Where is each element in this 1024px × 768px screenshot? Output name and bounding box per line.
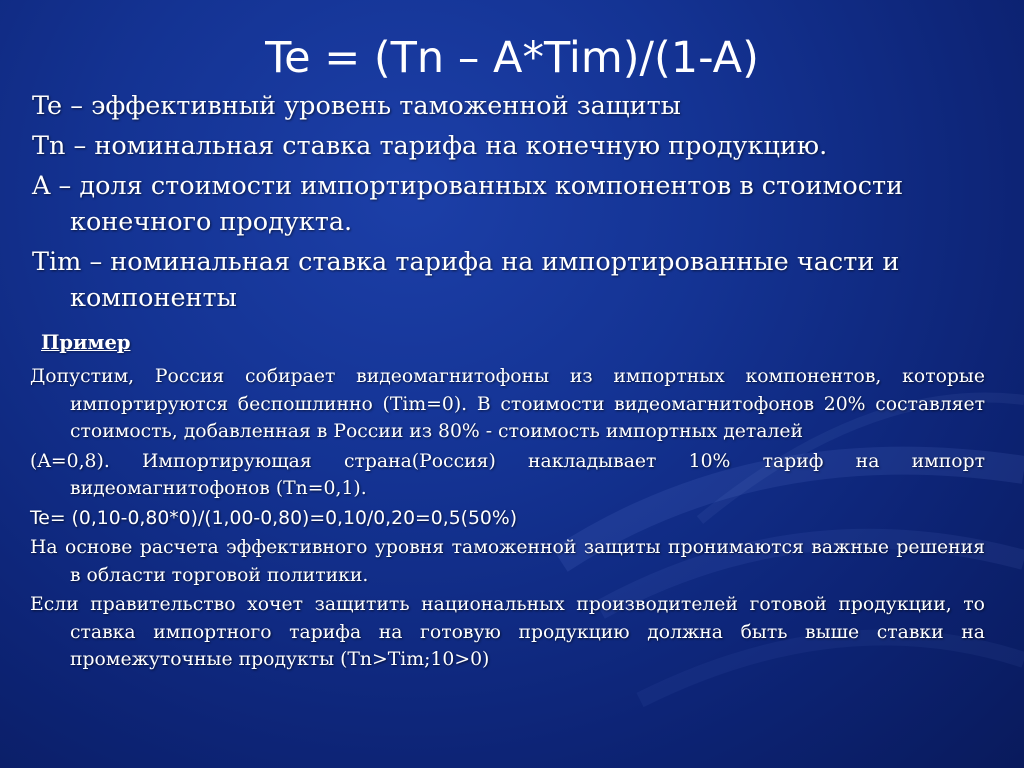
example-paragraph-2: (A=0,8). Импортирующая страна(Россия) накладывает 10% тариф на импорт видеомагнитофонов (Tn=0,1).	[30, 450, 985, 499]
example-body	[30, 363, 985, 676]
definition-tn: Tn – номинальная ставка тарифа на конечную продукцию.	[32, 131, 828, 161]
definitions-list	[32, 88, 992, 320]
example-heading: Пример	[41, 331, 131, 354]
example-paragraph-1: Допустим, Россия собирает видеомагнитофоны из импортных компонентов, которые импортируются беспошлинно (Tim=0). В стоимости видеомагнитофонов 20% составляет стоимость, добавленная в России из 80% - стоимость импортных деталей	[30, 366, 985, 442]
definition-te: Te – эффективный уровень таможенной защиты	[32, 91, 681, 121]
conclusion-paragraph-2: Если правительство хочет защитить национальных производителей готовой продукции, то ставка импортного тарифа на готовую продукцию должна быть выше ставки на промежуточные продукты (Tn>Tim;10>0)	[30, 594, 985, 670]
conclusion-paragraph-1: На основе расчета эффективного уровня таможенной защиты пронимаются важные решения в области торговой политики.	[30, 537, 985, 586]
definition-a: A – доля стоимости импортированных компонентов в стоимости конечного продукта.	[32, 171, 904, 237]
example-calculation: Te= (0,10-0,80*0)/(1,00-0,80)=0,10/0,20=0,5(50%)	[30, 507, 518, 529]
formula-title: Te = (Tn – A*Tim)/(1-A)	[265, 33, 759, 83]
definition-tim: Tim – номинальная ставка тарифа на импортированные части и компоненты	[32, 247, 900, 313]
